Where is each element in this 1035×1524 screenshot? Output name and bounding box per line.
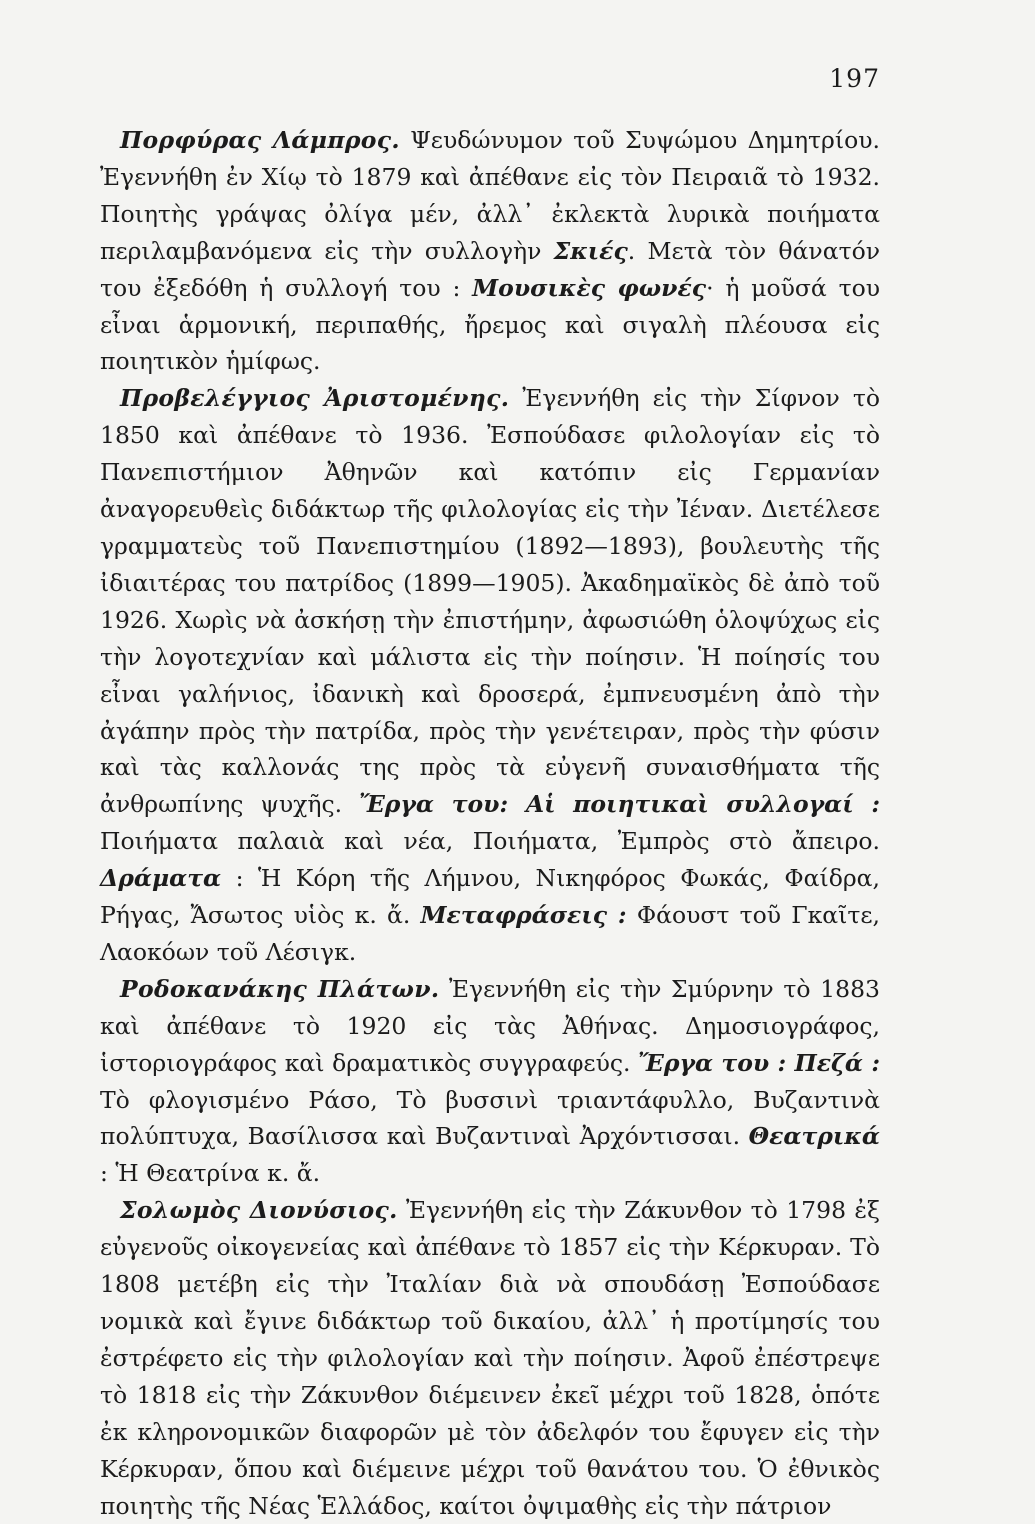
works-heading: Θεατρικά <box>748 1122 880 1151</box>
entry-solomos <box>100 1192 880 1524</box>
entry-text: Ἐγεννήθη εἰς τὴν Σίφνον τὸ 1850 καὶ ἀπέθανε τὸ 1936. Ἐσπούδασε φιλολογίαν εἰς τὸ Πανεπιστήμιον Ἀθηνῶν καὶ κατόπιν εἰς Γερμανίαν ἀναγορευθεὶς διδάκτωρ τῆς φιλολογίας εἰς τὴν Ἰέναν. Διετέλεσε γραμματεὺς τοῦ Πανεπιστημίου (1892—1893), βουλευτὴς τῆς ἰδιαιτέρας του πατρίδος (1899—1905). Ἀκαδημαϊκὸς δὲ ἀπὸ τοῦ 1926. Χωρὶς νὰ ἀσκήσῃ τὴν ἐπιστήμην, ἀφωσιώθη ὁλοψύχως εἰς τὴν λογοτεχνίαν καὶ μάλιστα εἰς τὴν ποίησιν. Ἡ ποίησίς του εἶναι γαλήνιος, ἰδανικὴ καὶ δροσερά, ἐμπνευσμένη ἀπὸ τὴν ἀγάπην πρὸς τὴν πατρίδα, πρὸς τὴν γενέτειραν, πρὸς τὴν φύσιν καὶ τὰς καλλονάς της πρὸς τὰ εὐγενῆ συναισθήματα τῆς ἀνθρωπίνης ψυχῆς. <box>100 384 880 819</box>
page-number: 197 <box>829 64 880 93</box>
entry-text: Φάουστ τοῦ Γκαῖτε, Λαοκόων τοῦ Λέσιγκ. <box>100 901 880 966</box>
entry-heading: Ροδοκανάκης Πλάτων. <box>120 974 440 1003</box>
work-title: Μουσικὲς φωνές <box>472 273 707 302</box>
entry-text: Τὸ φλογισμένο Ράσο, Τὸ βυσσινὶ τριαντάφυλλο, Βυζαντινὰ πολύπτυχα, Βασίλισσα καὶ Βυζαντιναὶ Ἀρχόντισσαι. <box>100 1085 880 1151</box>
entry-text: : Ἡ Κόρη τῆς Λήμνου, Νικηφόρος Φωκάς, Φαίδρα, Ρήγας, Ἄσωτος υἱὸς κ. ἄ. <box>100 864 880 930</box>
entry-text: Ἐγεννήθη εἰς τὴν Σμύρνην τὸ 1883 καὶ ἀπέθανε τὸ 1920 εἰς τὰς Ἀθήνας. Δημοσιογράφος, ἱστοριογράφος καὶ δραματικὸς συγγραφεύς. <box>100 974 880 1077</box>
entry-heading: Πορφύρας Λάμπρος. <box>120 126 400 154</box>
works-heading: Ἔργα του: Αἱ ποιητικαὶ συλλογαί : <box>359 790 881 819</box>
entry-text: Ἐγεννήθη εἰς τὴν Ζάκυνθον τὸ 1798 ἐξ εὐγενοῦς οἰκογενείας καὶ ἀπέθανε τὸ 1857 εἰς τὴν Κέρκυραν. Τὸ 1808 μετέβη εἰς τὴν Ἰταλίαν διὰ νὰ σπουδάσῃ Ἐσπούδασε νομικὰ καὶ ἔγινε διδάκτωρ τοῦ δικαίου, ἀλλ᾽ ἡ προτίμησίς του ἐστρέφετο εἰς τὴν φιλολογίαν καὶ τὴν ποίησιν. Ἀφοῦ ἐπέστρεψε τὸ 1818 εἰς τὴν Ζάκυνθον διέμεινεν ἐκεῖ μέχρι τοῦ 1828, ὁπότε ἐκ κληρονομικῶν διαφορῶν μὲ τὸν ἀδελφόν του ἔφυγεν εἰς τὴν Κέρκυραν, ὅπου καὶ διέμεινε μέχρι τοῦ θανάτου του. Ὁ ἐθνικὸς ποιητὴς τῆς Νέας Ἑλλάδος, καίτοι ὀψιμαθὴς εἰς τὴν πάτριον <box>100 1196 880 1520</box>
entry-text: : Ἡ Θεατρίνα κ. ἄ. <box>100 1159 321 1188</box>
entry-heading: Σολωμὸς Διονύσιος. <box>120 1196 398 1225</box>
entry-rodokanakis <box>100 971 880 1192</box>
entry-porfyras <box>100 122 880 380</box>
entry-text: · ἡ μοῦσά του εἶναι ἁρμονική, περιπαθής, ἤρεμος καὶ σιγαλὴ πλέουσα εἰς ποιητικὸν ἡμίφως. <box>100 273 880 376</box>
entry-text: Ψευδώνυμον τοῦ Συψώμου Δημητρίου. Ἐγεννήθη ἐν Χίῳ τὸ 1879 καὶ ἀπέθανε εἰς τὸν Πειραιᾶ τὸ 1932. Ποιητὴς γράψας ὀλίγα μέν, ἀλλ᾽ ἐκλεκτὰ λυρικὰ ποιήματα περιλαμβανόμενα εἰς τὴν συλλογὴν <box>100 126 880 265</box>
entry-provelengios <box>100 380 880 971</box>
entry-heading: Προβελέγγιος Ἀριστομένης. <box>120 384 510 413</box>
biography-text <box>100 122 880 1524</box>
works-heading: Ἔργα του : Πεζά : <box>638 1048 880 1077</box>
entry-text: Ποιήματα παλαιὰ καὶ νέα, Ποιήματα, Ἐμπρὸς στὸ ἄπειρο. <box>100 827 880 856</box>
works-heading: Μεταφράσεις : <box>420 901 627 930</box>
entry-text: . Μετὰ τὸν θάνατόν του ἐξεδόθη ἡ συλλογή του : <box>100 236 881 302</box>
works-heading: Δράματα <box>100 864 222 893</box>
work-title: Σκιές <box>553 236 628 265</box>
